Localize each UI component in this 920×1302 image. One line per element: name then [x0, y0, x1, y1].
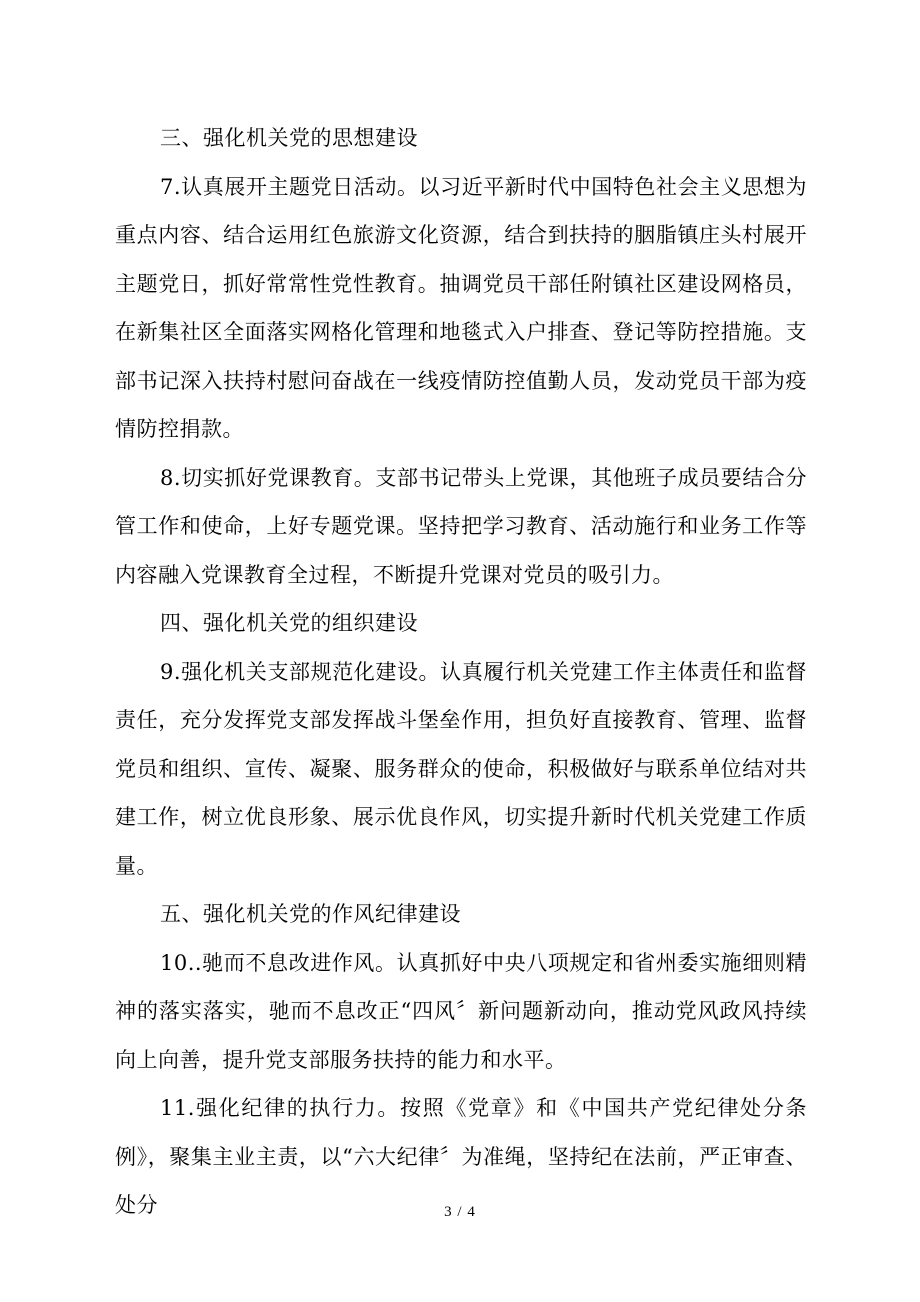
paragraph-item-9: 9.强化机关支部规范化建设。认真履行机关党建工作主体责任和监督责任，充分发挥党支部发挥战斗堡垒作用，担负好直接教育、管理、监督党员和组织、宣传、凝聚、服务群众的使命，积极做好与联系单位结对共建工作，树立优良形象、展示优良作风，切实提升新时代机关党建工作质量。: [115, 659, 807, 878]
paragraph-item-10: 10..驰而不息改进作风。认真抓好中央八项规定和省州委实施细则精神的落实落实，驰而不息改正“四风〞新问题新动向，推动党风政风持续向上向善，提升党支部服务扶持的能力和水平。: [115, 950, 807, 1072]
paragraph-item-7: 7.认真展开主题党日活动。以习近平新时代中国特色社会主义思想为重点内容、结合运用红色旅游文化资源，结合到扶持的胭脂镇庄头村展开主题党日，抓好常常性党性教育。抽调党员干部任附镇社区建设网格员，在新集社区全面落实网格化管理和地毯式入户排查、登记等防控措施。支部书记深入扶持村慰问奋战在一线疫情防控值勤人员，发动党员干部为疫情防控捐款。: [115, 174, 807, 441]
section-heading-4: 四、强化机关党的组织建设: [160, 611, 418, 635]
section-heading-5: 五、强化机关党的作风纪律建设: [160, 902, 461, 926]
page-number: 3 / 4: [444, 1204, 476, 1220]
paragraph-item-11: 11.强化纪律的执行力。按照《党章》和《中国共产党纪律处分条例》，聚集主业主责，以“六大纪律〞为准绳，坚持纪在法前，严正审查、处分: [115, 1096, 807, 1217]
document-body: [115, 114, 807, 1230]
section-heading-3: 三、强化机关党的思想建设: [160, 126, 418, 150]
paragraph-item-8: 8.切实抓好党课教育。支部书记带头上党课，其他班子成员要结合分管工作和使命，上好专题党课。坚持把学习教育、活动施行和业务工作等内容融入党课教育全过程，不断提升党课对党员的吸引力。: [115, 465, 807, 587]
